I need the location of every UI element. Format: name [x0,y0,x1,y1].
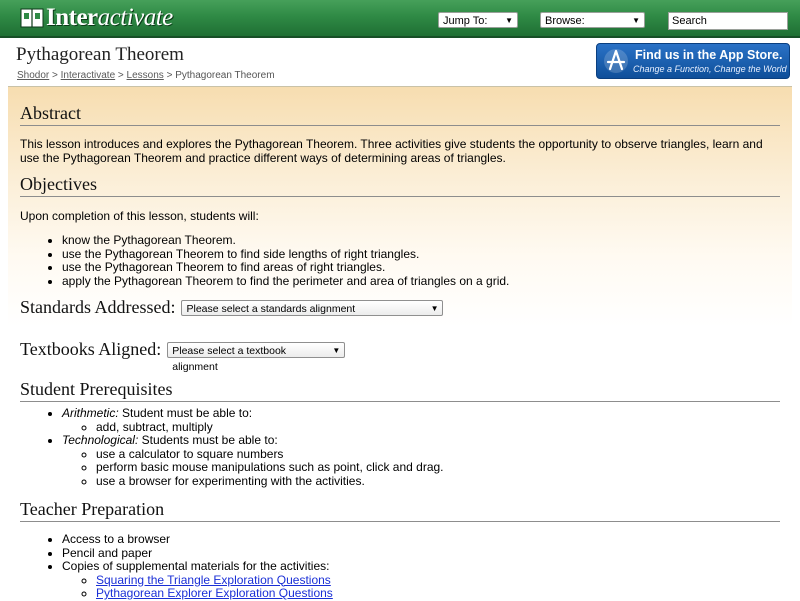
list-item: • Access to a browser [62,533,800,547]
arithmetic-label: Arithmetic: [62,406,119,420]
list-item [96,574,800,588]
textbooks-label: Textbooks Aligned: [20,339,162,359]
textbooks-select[interactable] [167,342,345,373]
dropdown-arrow-icon: ▼ [430,303,439,313]
teacher-preparation-list [20,533,800,601]
breadcrumb-separator: > [166,70,173,81]
prerequisites-section [20,379,780,402]
breadcrumb-separator: > [117,70,124,81]
jump-to-select[interactable] [438,12,518,28]
page-header [8,38,792,87]
list-item: ◦ use a browser for experimenting with the activities. [96,475,800,489]
prerequisites-list [20,407,800,488]
app-store-banner[interactable] [596,43,790,79]
list-item [96,587,800,601]
top-nav-bar [0,0,800,38]
list-item: ◦ add, subtract, multiply [96,421,800,435]
search-input[interactable] [668,12,788,30]
standards-label: Standards Addressed: [20,297,176,317]
standards-selected-value: Please select a standards alignment [186,302,356,315]
app-store-subtitle: Change a Function, Change the World [633,64,787,74]
objectives-intro: Upon completion of this lesson, students will: [20,209,259,223]
page-title: Pythagorean Theorem [16,44,184,65]
logo-text-rest: activate [97,4,173,31]
book-logo-icon [20,6,44,30]
objectives-list [20,234,800,288]
standards-row [20,297,780,318]
logo-text-first: Inter [46,4,98,31]
lesson-content [8,87,792,600]
textbooks-selected-value: Please select a textbook alignment [172,344,287,373]
dropdown-arrow-icon: ▼ [505,16,513,25]
abstract-heading: Abstract [20,103,780,126]
app-store-icon [602,47,630,75]
dropdown-arrow-icon: ▼ [632,16,640,25]
list-item: ◦ perform basic mouse manipulations such as point, click and drag. [96,461,800,475]
pythagorean-explorer-link[interactable]: Pythagorean Explorer Exploration Questions [96,586,333,600]
breadcrumb-current: Pythagorean Theorem [175,70,275,81]
breadcrumb-separator: > [52,70,58,81]
jump-to-label: Jump To: [443,15,488,27]
list-item: • Pencil and paper [62,547,800,561]
list-item [62,560,800,601]
squaring-triangle-link[interactable]: Squaring the Triangle Exploration Questions [96,572,331,587]
breadcrumb-interactivate[interactable]: Interactivate [60,70,116,81]
technological-text: Students must be able to: [138,433,278,447]
list-item [62,407,800,434]
technological-label: Technological: [62,433,139,447]
list-item: ◦ use a calculator to square numbers [96,448,800,462]
teacher-preparation-heading: Teacher Preparation [20,499,780,522]
teacher-preparation-section [20,499,780,522]
objectives-heading: Objectives [20,174,780,197]
list-item [62,434,800,488]
list-item: • know the Pythagorean Theorem. [62,234,800,248]
list-item: • use the Pythagorean Theorem to find side lengths of right triangles. [62,248,800,262]
objectives-section [20,174,780,197]
abstract-section [20,103,780,126]
breadcrumb [17,70,275,81]
app-store-title: Find us in the App Store. [635,48,783,62]
prerequisites-heading: Student Prerequisites [20,379,780,402]
breadcrumb-shodor[interactable]: Shodor [17,70,50,81]
browse-label: Browse: [545,15,585,27]
interactivate-logo[interactable] [20,4,173,32]
list-item: • use the Pythagorean Theorem to find areas of right triangles. [62,261,800,275]
textbooks-row [20,339,780,373]
abstract-text: This lesson introduces and explores the Pythagorean Theorem. Three activities give students the opportunity to observe triangles, learn and use the Pythagorean Theorem and practice different ways of determining areas of triangles. [20,137,763,165]
breadcrumb-lessons[interactable]: Lessons [126,70,164,81]
standards-select[interactable] [181,300,443,316]
browse-select[interactable] [540,12,645,28]
supplemental-materials-text: Copies of supplemental materials for the activities: [62,559,330,573]
arithmetic-text: Student must be able to: [118,406,253,420]
list-item: • apply the Pythagorean Theorem to find the perimeter and area of triangles on a grid. [62,275,800,289]
dropdown-arrow-icon: ▼ [332,345,341,355]
